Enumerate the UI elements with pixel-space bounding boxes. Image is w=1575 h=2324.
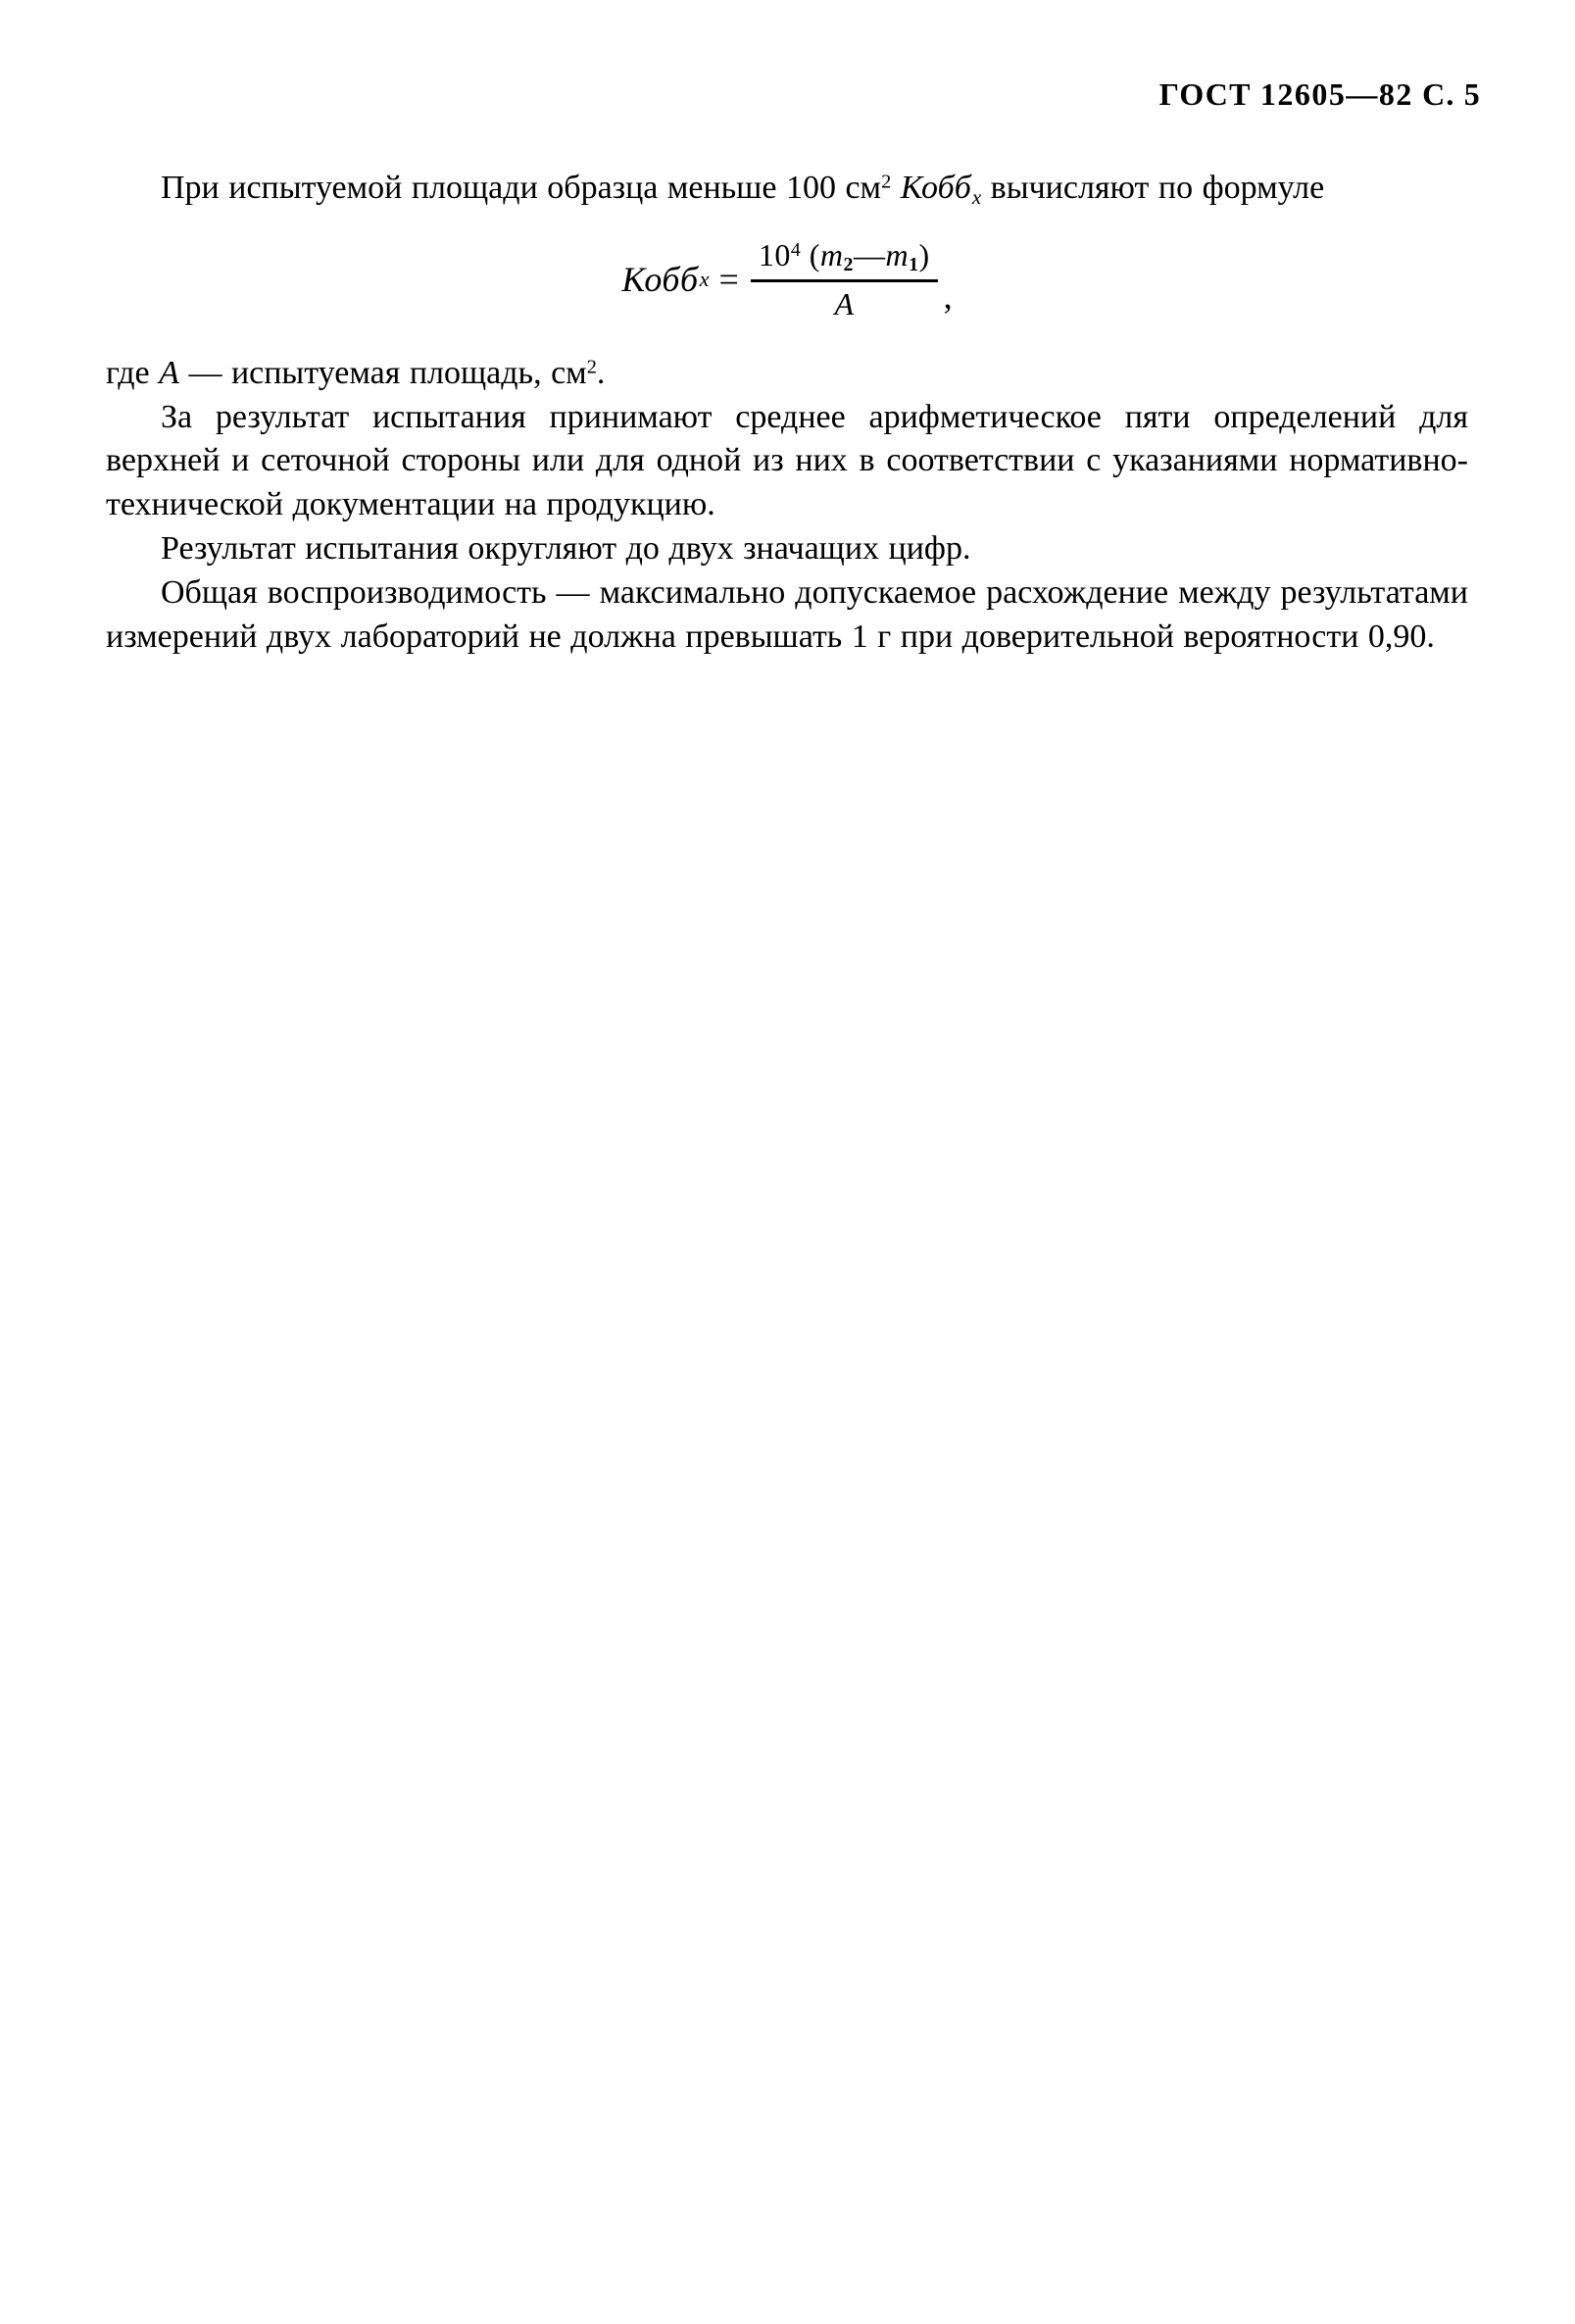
- page-header: [0, 76, 1481, 113]
- document-body: [106, 167, 1468, 660]
- paragraph-intro-text-before: При испытуемой площади образца меньше 100 см: [161, 170, 882, 206]
- formula-m1-subscript: 1: [909, 253, 919, 275]
- where-lead: где: [106, 354, 150, 391]
- where-definition: испытуемая площадь, см: [230, 354, 587, 391]
- where-symbol: A: [159, 354, 179, 391]
- where-period: .: [596, 354, 606, 391]
- paragraph-intro: [106, 167, 1468, 212]
- formula-m1: m: [885, 236, 910, 272]
- standard-label: ГОСТ: [1158, 76, 1252, 112]
- page-label: С.: [1422, 76, 1455, 112]
- formula-block: [106, 237, 1468, 322]
- formula-denominator: A: [834, 285, 855, 321]
- formula-paren-open: (: [809, 236, 820, 272]
- where-dash: —: [188, 354, 222, 391]
- formula-m2-subscript: 2: [843, 253, 854, 275]
- kobb-subscript: x: [971, 184, 982, 209]
- kobb-term: Кобб: [900, 170, 971, 206]
- formula-paren-close: ): [918, 236, 930, 272]
- formula-fraction: [751, 237, 938, 322]
- formula-coefficient: 10: [758, 236, 791, 272]
- formula-numerator: [751, 237, 938, 279]
- formula-trailing-comma: ,: [943, 275, 953, 316]
- formula-coefficient-exponent: 4: [790, 238, 802, 261]
- paragraph-rounding: Результат испытания округляют до двух значащих цифр.: [161, 530, 971, 568]
- standard-number: 12605—82: [1259, 76, 1413, 112]
- paragraph-reproducibility: Общая воспроизводимость — максимально допускаемое расхождение между результатами измерений двух лабораторий не должна превышать 1 г при доверительной вероятности 0,90.: [106, 574, 1468, 655]
- kobb-formula: [621, 237, 952, 322]
- paragraph-where: [106, 352, 1468, 396]
- formula-lhs: Кобб: [621, 260, 699, 300]
- formula-equals: =: [718, 260, 739, 300]
- paragraph-intro-text-after: вычисляют по формуле: [990, 170, 1325, 206]
- square-superscript: 2: [881, 171, 892, 193]
- formula-m2: m: [819, 236, 844, 272]
- page-number: 5: [1463, 76, 1481, 112]
- where-superscript: 2: [586, 356, 597, 378]
- paragraph-average-result: За результат испытания принимают среднее арифметическое пяти определений для верхней и сеточной стороны или для одной из них в соответствии с указаниями нормативно-технической документации на продукцию.: [106, 398, 1468, 523]
- formula-minus: —: [853, 236, 886, 272]
- formula-lhs-subscript: x: [699, 267, 710, 292]
